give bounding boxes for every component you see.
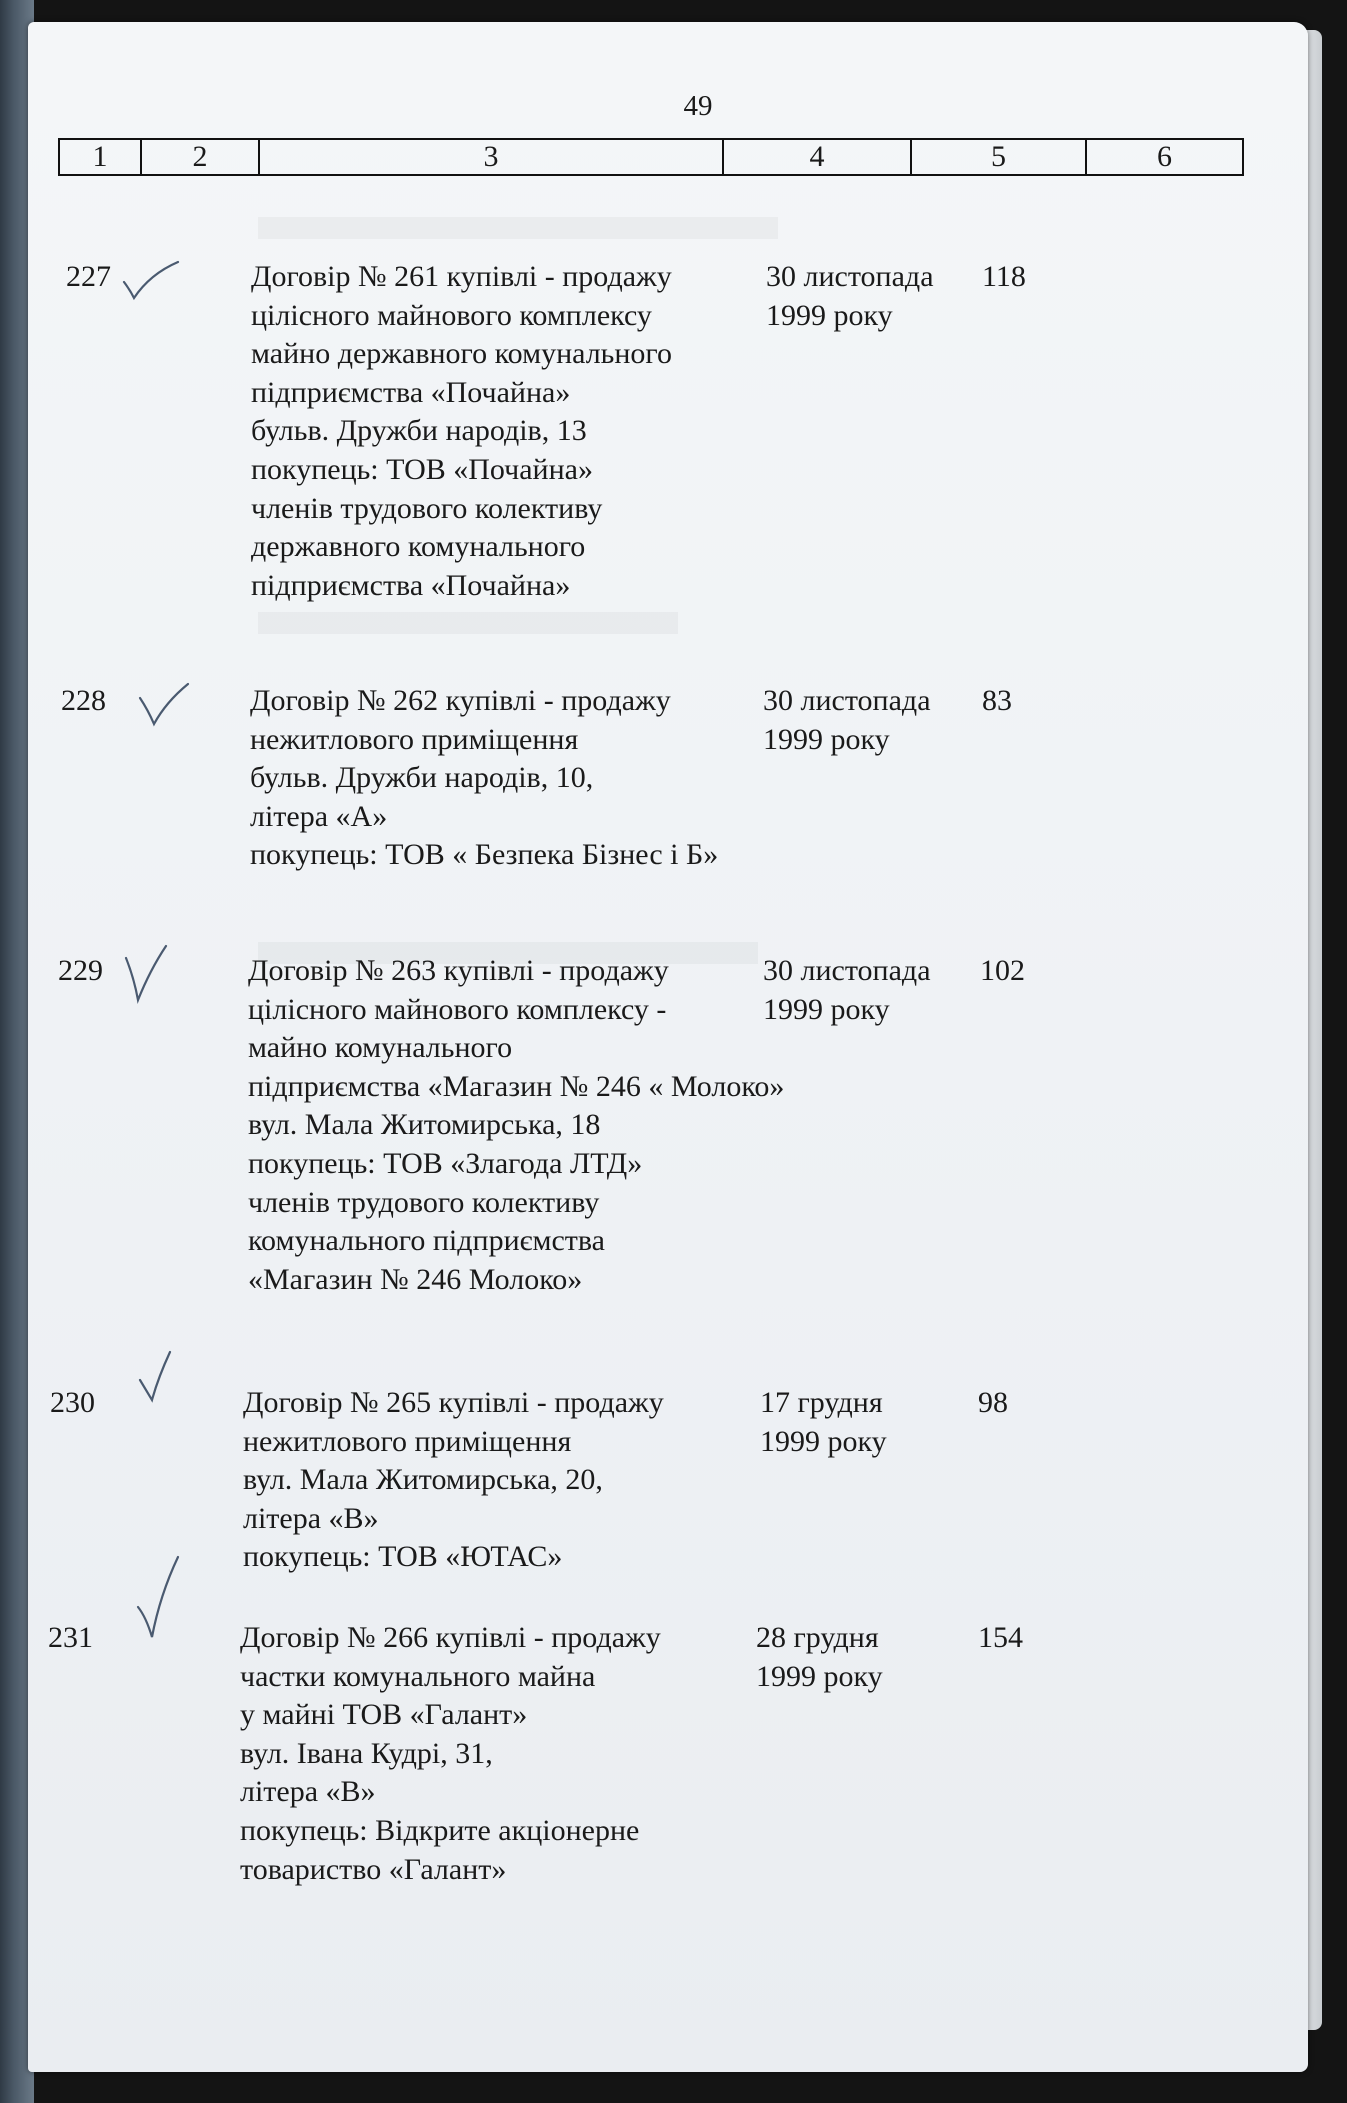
entry-date [760,1384,960,1461]
entry-date [763,952,963,1029]
entry-pages: 118 [982,260,1026,293]
description-line: покупець: ТОВ «Почайна» [251,452,593,486]
entry-pages: 83 [982,684,1012,717]
description-line: Договір № 261 купівлі - продажу [251,260,672,293]
description-line: бульв. Дружби народів, 10, [250,761,594,795]
description-line: покупець: Відкрите акціонерне [240,1813,640,1847]
description-line: державного комунального [251,530,586,564]
description-line: комунального підприємства [248,1224,605,1258]
description-line: вул. Мала Житомирська, 18 [248,1108,601,1142]
date-line: 30 листопада [763,954,931,987]
entry-number: 229 [58,954,103,987]
description-line: товариство «Галант» [240,1852,507,1886]
date-line: 30 листопада [766,260,934,293]
entry-date [763,682,963,759]
column-header-1: 1 [60,140,142,174]
description-line: підприємства «Магазин № 246 « Молоко» [248,1069,785,1103]
date-line: 1999 року [763,722,890,756]
description-line: літера «В» [240,1775,376,1809]
date-line: 1999 року [760,1424,887,1458]
document-page [28,22,1308,2072]
date-line: 30 листопада [763,684,931,717]
entry-date [756,1619,956,1696]
description-line: нежитлового приміщення [250,722,579,756]
date-line: 17 грудня [760,1386,883,1419]
bleed-through-shadow [258,612,678,634]
description-line: бульв. Дружби народів, 13 [251,414,587,448]
checkmark-icon [136,682,216,752]
entry-date [766,258,966,335]
description-line: покупець: ТОВ «ЮТАС» [243,1540,563,1574]
description-line: цілісного майнового комплексу - [248,992,667,1026]
date-line: 28 грудня [756,1621,879,1654]
description-line: Договір № 262 купівлі - продажу [250,684,671,717]
description-line: майно комунального [248,1031,513,1065]
description-line: майно державного комунального [251,337,672,371]
description-line: членів трудового колективу [248,1185,600,1219]
entry-pages: 102 [980,954,1025,987]
description-line: частки комунального майна [240,1659,596,1693]
description-line: «Магазин № 246 Молоко» [248,1262,583,1296]
description-line: нежитлового приміщення [243,1424,572,1458]
entry-number: 227 [66,260,111,293]
column-header-6: 6 [1157,140,1172,173]
description-line: вул. Мала Житомирська, 20, [243,1463,603,1497]
entry-number: 230 [50,1386,95,1419]
entry-pages: 98 [978,1386,1008,1419]
description-line: Договір № 263 купівлі - продажу [248,954,669,987]
description-line: покупець: ТОВ «Злагода ЛТД» [248,1146,643,1180]
column-header-2: 2 [142,140,260,174]
column-header-3: 3 [260,140,724,174]
checkmark-icon [122,944,202,1014]
checkmark-icon [136,1350,216,1420]
description-line: вул. Івана Кудрі, 31, [240,1736,493,1770]
page-number: 49 [683,90,713,122]
date-line: 1999 року [766,298,893,332]
checkmark-icon [136,1555,216,1625]
entry-number: 228 [61,684,106,717]
column-header-row [58,138,1244,176]
description-line: у майні ТОВ «Галант» [240,1698,528,1732]
description-line: членів трудового колективу [251,491,603,525]
description-line: літера «А» [250,799,388,833]
checkmark-icon [120,260,200,330]
bleed-through-shadow [258,217,778,239]
column-header-4: 4 [724,140,912,174]
column-header-5: 5 [912,140,1087,174]
description-line: підприємства «Почайна» [251,568,571,602]
entry-pages: 154 [978,1621,1023,1654]
date-line: 1999 року [756,1659,883,1693]
date-line: 1999 року [763,992,890,1026]
description-line: покупець: ТОВ « Безпека Бізнес і Б» [250,838,719,872]
description-line: літера «В» [243,1501,379,1535]
description-line: Договір № 265 купівлі - продажу [243,1386,664,1419]
description-line: цілісного майнового комплексу [251,298,652,332]
description-line: підприємства «Почайна» [251,375,571,409]
description-line: Договір № 266 купівлі - продажу [240,1621,661,1654]
entry-number: 231 [48,1621,93,1654]
